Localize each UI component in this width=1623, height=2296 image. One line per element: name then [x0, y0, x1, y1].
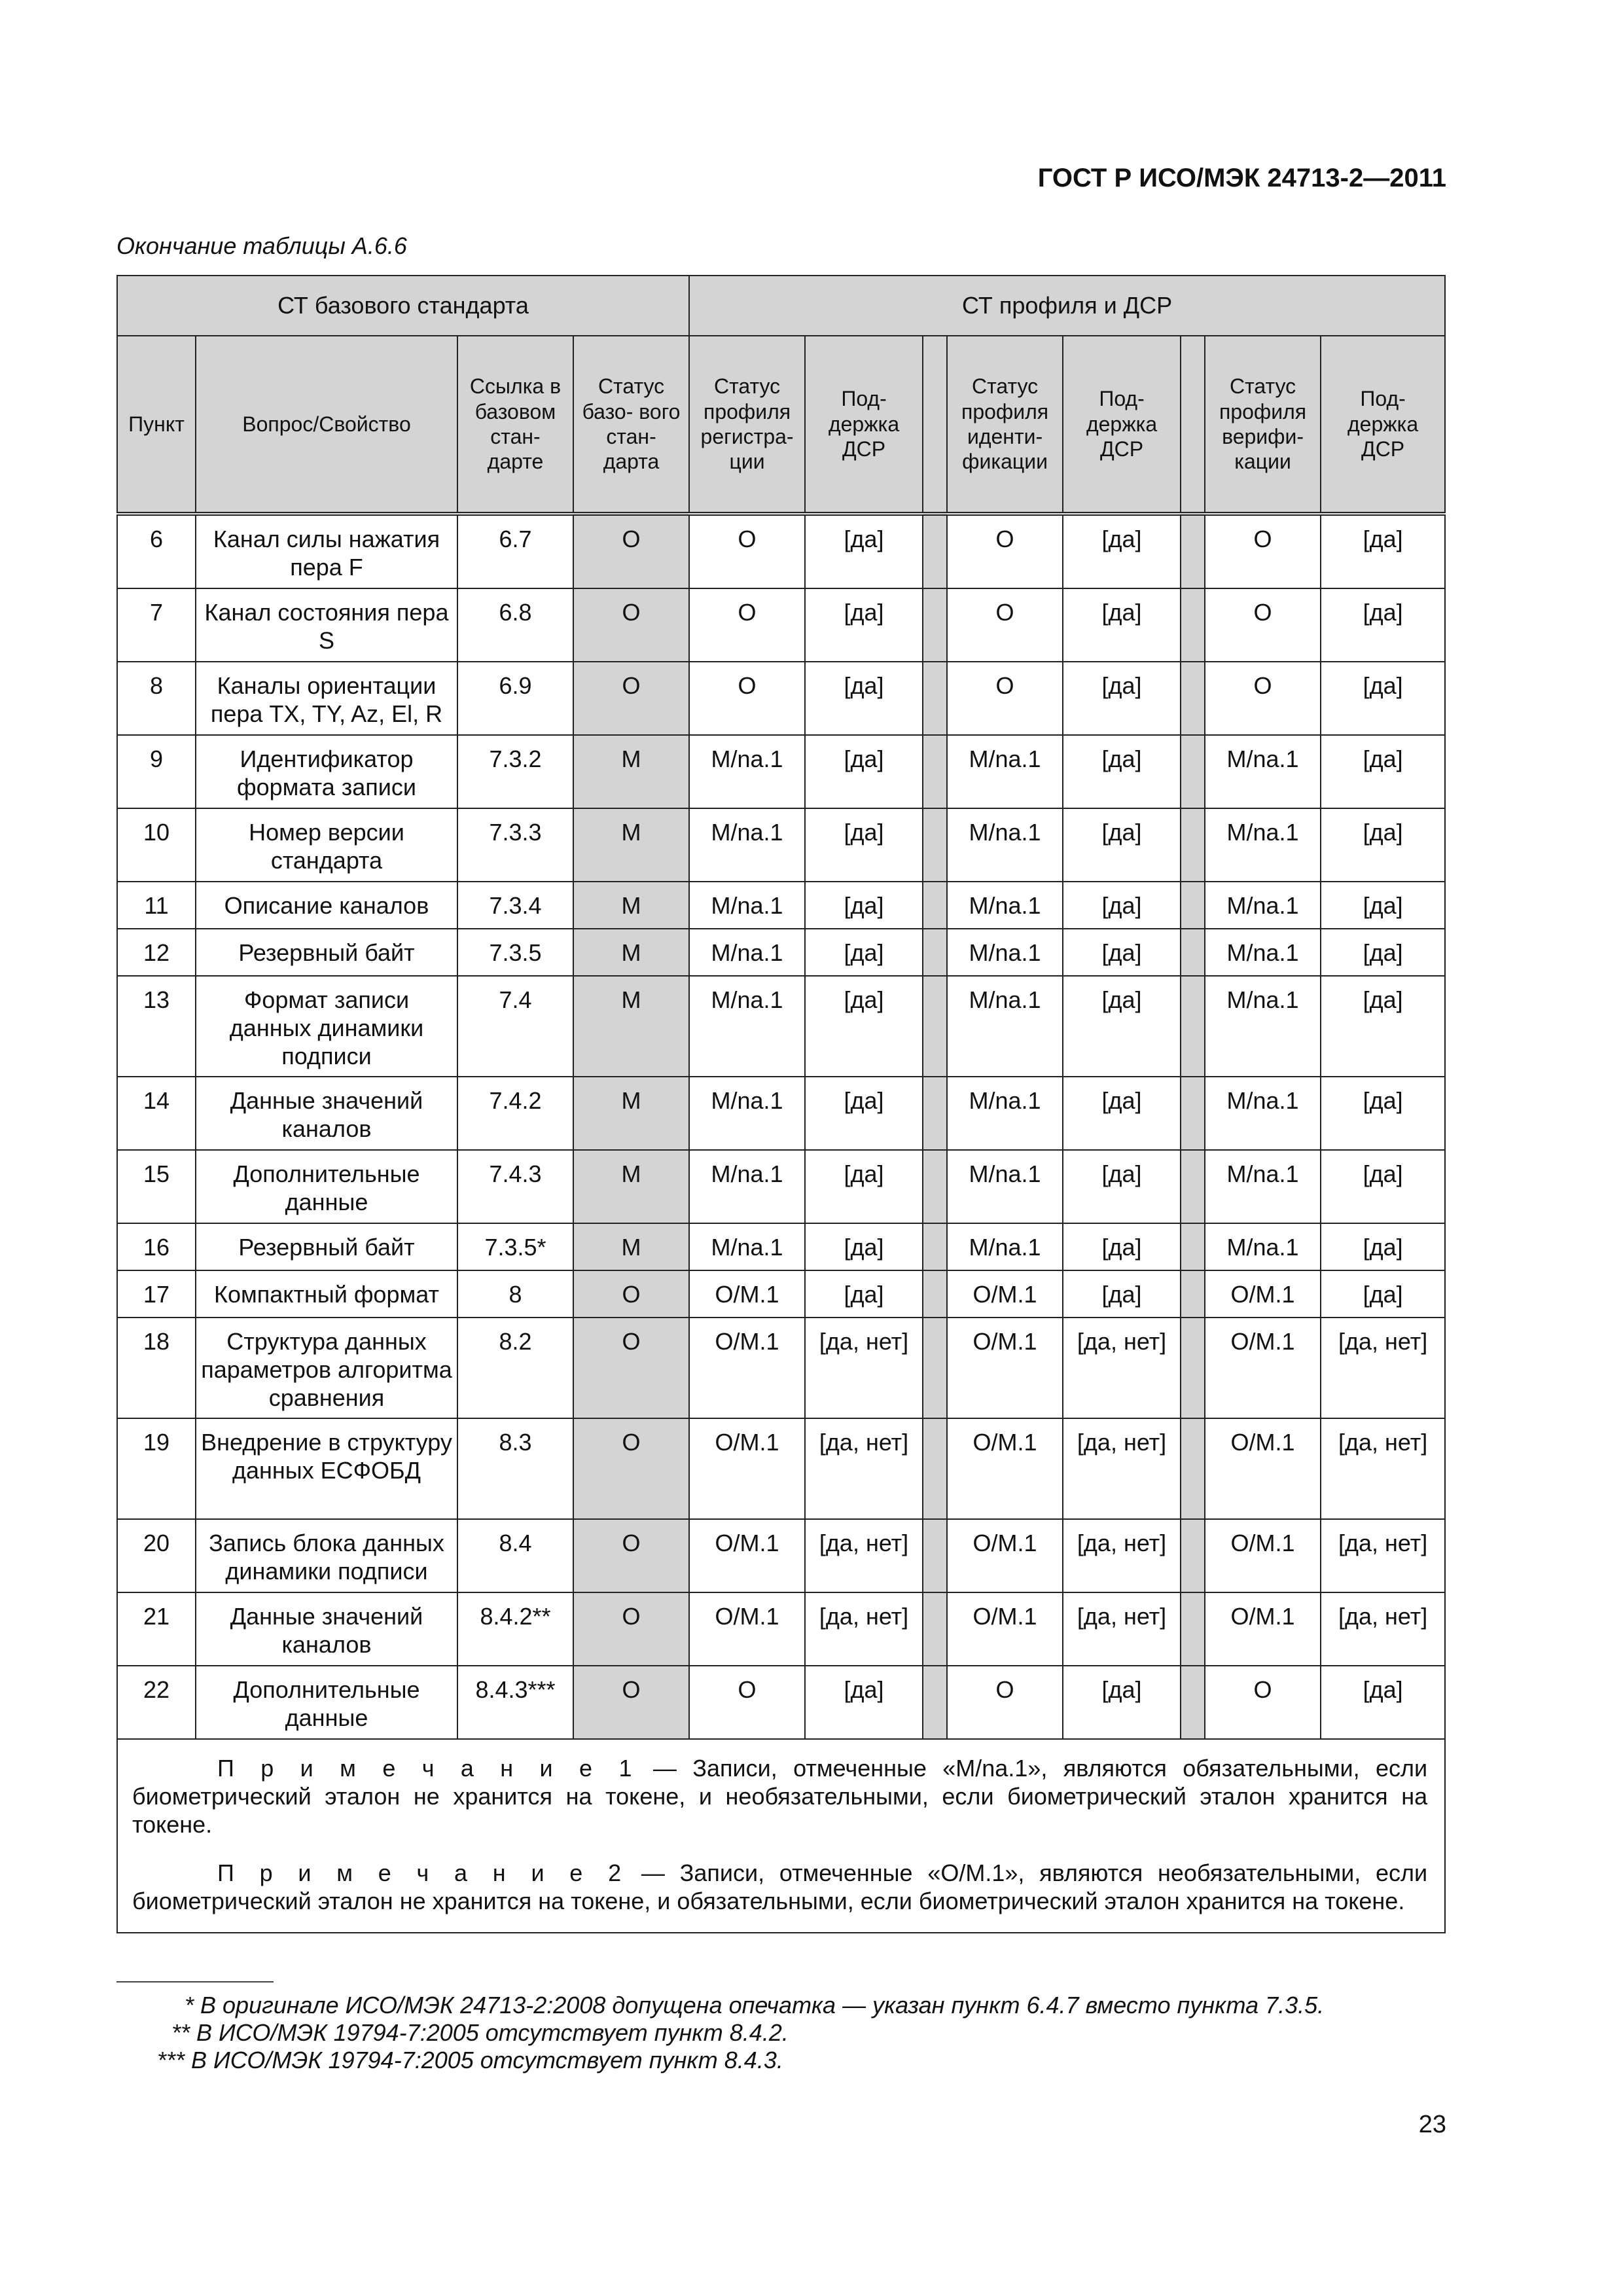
cell-gap: [1181, 1223, 1205, 1270]
cell-id-status: O: [947, 514, 1063, 588]
cell-ver-status: O/M.1: [1205, 1418, 1321, 1519]
cell-id-status: O/M.1: [947, 1318, 1063, 1418]
cell-id-status: O/M.1: [947, 1519, 1063, 1592]
table-row: [117, 662, 1445, 735]
group-header-profile: СТ профиля и ДСР: [689, 276, 1445, 336]
cell-ver-support: [да]: [1321, 1223, 1445, 1270]
cell-ver-status: O/M.1: [1205, 1519, 1321, 1592]
cell-question: Внедрение в структуру данных ЕСФОБД: [196, 1418, 457, 1519]
cell-item: 19: [117, 1418, 196, 1519]
cell-ver-support: [да]: [1321, 929, 1445, 976]
table-row: [117, 929, 1445, 976]
cell-ver-support: [да]: [1321, 1150, 1445, 1223]
col-ver-support: Под- держка ДСР: [1321, 336, 1445, 514]
cell-ref: 7.3.3: [457, 808, 573, 882]
col-gap: [1181, 336, 1205, 514]
cell-base-status: M: [573, 1223, 689, 1270]
cell-ref: 7.3.4: [457, 882, 573, 929]
cell-gap: [1181, 514, 1205, 588]
cell-question: Резервный байт: [196, 929, 457, 976]
cell-ref: 7.3.5*: [457, 1223, 573, 1270]
cell-ver-support: [да]: [1321, 1270, 1445, 1318]
cell-gap: [923, 808, 947, 882]
cell-gap: [1181, 1270, 1205, 1318]
col-ver-status: Статус профиля верифи- кации: [1205, 336, 1321, 514]
cell-id-support: [да, нет]: [1063, 1519, 1181, 1592]
table-row: [117, 1318, 1445, 1418]
cell-id-status: O/M.1: [947, 1418, 1063, 1519]
cell-gap: [923, 1519, 947, 1592]
cell-item: 10: [117, 808, 196, 882]
cell-id-status: O/M.1: [947, 1592, 1063, 1666]
cell-gap: [923, 1666, 947, 1739]
cell-id-status: M/na.1: [947, 1150, 1063, 1223]
cell-reg-status: M/na.1: [689, 808, 805, 882]
cell-gap: [923, 588, 947, 662]
cell-gap: [1181, 588, 1205, 662]
cell-gap: [923, 735, 947, 808]
cell-gap: [1181, 1150, 1205, 1223]
cell-id-status: M/na.1: [947, 1077, 1063, 1150]
cell-gap: [923, 1592, 947, 1666]
cell-reg-support: [да]: [805, 808, 923, 882]
cell-id-support: [да, нет]: [1063, 1418, 1181, 1519]
cell-ver-status: O: [1205, 1666, 1321, 1739]
col-question: Вопрос/Свойство: [196, 336, 457, 514]
cell-ver-support: [да, нет]: [1321, 1318, 1445, 1418]
cell-gap: [923, 514, 947, 588]
cell-reg-status: O: [689, 662, 805, 735]
cell-base-status: M: [573, 735, 689, 808]
cell-base-status: M: [573, 976, 689, 1077]
cell-item: 7: [117, 588, 196, 662]
cell-id-status: M/na.1: [947, 929, 1063, 976]
cell-base-status: O: [573, 514, 689, 588]
table-row: [117, 1270, 1445, 1318]
cell-ver-support: [да, нет]: [1321, 1519, 1445, 1592]
table-row: [117, 1077, 1445, 1150]
cell-id-support: [да]: [1063, 735, 1181, 808]
cell-id-support: [да, нет]: [1063, 1592, 1181, 1666]
cell-ver-status: M/na.1: [1205, 882, 1321, 929]
cell-reg-support: [да]: [805, 1077, 923, 1150]
table-row: [117, 976, 1445, 1077]
cell-reg-support: [да]: [805, 735, 923, 808]
cell-ref: 6.8: [457, 588, 573, 662]
cell-ver-support: [да, нет]: [1321, 1592, 1445, 1666]
cell-reg-status: O/M.1: [689, 1418, 805, 1519]
cell-reg-status: M/na.1: [689, 1223, 805, 1270]
cell-id-support: [да]: [1063, 1150, 1181, 1223]
cell-reg-status: O: [689, 588, 805, 662]
cell-question: Канал силы нажатия пера F: [196, 514, 457, 588]
cell-reg-status: O: [689, 514, 805, 588]
cell-question: Компактный формат: [196, 1270, 457, 1318]
cell-gap: [1181, 976, 1205, 1077]
cell-id-support: [да]: [1063, 808, 1181, 882]
note-1: [132, 1754, 1427, 1839]
cell-ver-status: O/M.1: [1205, 1318, 1321, 1418]
cell-reg-support: [да]: [805, 929, 923, 976]
cell-id-support: [да]: [1063, 514, 1181, 588]
cell-base-status: O: [573, 1666, 689, 1739]
cell-base-status: M: [573, 882, 689, 929]
cell-gap: [923, 976, 947, 1077]
footnote-1: * В оригинале ИСО/МЭК 24713-2:2008 допущена опечатка — указан пункт 6.4.7 вместо пункта 7.3.5.: [185, 1992, 1325, 2018]
cell-base-status: M: [573, 929, 689, 976]
cell-item: 9: [117, 735, 196, 808]
cell-gap: [1181, 808, 1205, 882]
cell-ref: 7.4: [457, 976, 573, 1077]
cell-id-status: M/na.1: [947, 976, 1063, 1077]
cell-id-support: [да, нет]: [1063, 1318, 1181, 1418]
cell-gap: [1181, 1519, 1205, 1592]
cell-id-status: O: [947, 662, 1063, 735]
cell-ver-support: [да]: [1321, 1077, 1445, 1150]
cell-ver-status: M/na.1: [1205, 1077, 1321, 1150]
cell-ver-status: M/na.1: [1205, 808, 1321, 882]
col-id-status: Статус профиля иденти- фикации: [947, 336, 1063, 514]
group-header-row: [117, 276, 1445, 336]
cell-base-status: O: [573, 588, 689, 662]
cell-ref: 8.4.2**: [457, 1592, 573, 1666]
cell-ver-status: M/na.1: [1205, 976, 1321, 1077]
cell-base-status: O: [573, 1519, 689, 1592]
cell-reg-support: [да]: [805, 976, 923, 1077]
cell-reg-support: [да]: [805, 1150, 923, 1223]
cell-question: Формат записи данных динамики подписи: [196, 976, 457, 1077]
cell-ver-status: M/na.1: [1205, 929, 1321, 976]
cell-id-status: O: [947, 1666, 1063, 1739]
cell-id-support: [да]: [1063, 1666, 1181, 1739]
cell-id-status: M/na.1: [947, 808, 1063, 882]
cell-id-status: M/na.1: [947, 1223, 1063, 1270]
cell-ver-status: O/M.1: [1205, 1592, 1321, 1666]
cell-id-status: O/M.1: [947, 1270, 1063, 1318]
cell-id-support: [да]: [1063, 662, 1181, 735]
cell-item: 20: [117, 1519, 196, 1592]
cell-item: 13: [117, 976, 196, 1077]
note-2: [132, 1859, 1427, 1915]
table-notes: [117, 1739, 1445, 1933]
cell-ref: 6.9: [457, 662, 573, 735]
cell-gap: [923, 1418, 947, 1519]
cell-reg-status: M/na.1: [689, 882, 805, 929]
cell-gap: [923, 662, 947, 735]
cell-reg-support: [да]: [805, 514, 923, 588]
cell-reg-status: O/M.1: [689, 1592, 805, 1666]
note-label: П р и м е ч а н и е 2: [217, 1859, 627, 1886]
table-row: [117, 1150, 1445, 1223]
note-label: П р и м е ч а н и е 1: [217, 1755, 637, 1782]
cell-item: 8: [117, 662, 196, 735]
cell-reg-support: [да]: [805, 662, 923, 735]
column-header-row: [117, 336, 1445, 514]
col-reg-status: Статус профиля регистра- ции: [689, 336, 805, 514]
cell-id-status: O: [947, 588, 1063, 662]
cell-base-status: M: [573, 1150, 689, 1223]
cell-ver-support: [да]: [1321, 976, 1445, 1077]
cell-ver-support: [да]: [1321, 662, 1445, 735]
cell-gap: [1181, 929, 1205, 976]
cell-base-status: O: [573, 1318, 689, 1418]
cell-reg-status: M/na.1: [689, 735, 805, 808]
table-row: [117, 1592, 1445, 1666]
cell-ref: 7.3.2: [457, 735, 573, 808]
col-item: Пункт: [117, 336, 196, 514]
cell-reg-status: M/na.1: [689, 1077, 805, 1150]
table-row: [117, 588, 1445, 662]
cell-reg-support: [да]: [805, 1270, 923, 1318]
cell-gap: [923, 929, 947, 976]
cell-reg-support: [да]: [805, 588, 923, 662]
table-row: [117, 514, 1445, 588]
table-row: [117, 1223, 1445, 1270]
cell-gap: [923, 1150, 947, 1223]
cell-item: 6: [117, 514, 196, 588]
cell-item: 18: [117, 1318, 196, 1418]
cell-question: Номер версии стандарта: [196, 808, 457, 882]
cell-item: 11: [117, 882, 196, 929]
cell-base-status: M: [573, 1077, 689, 1150]
cell-base-status: O: [573, 1418, 689, 1519]
notes-row: [117, 1739, 1445, 1933]
cell-gap: [923, 882, 947, 929]
cell-reg-support: [да, нет]: [805, 1418, 923, 1519]
cell-reg-status: M/na.1: [689, 976, 805, 1077]
cell-question: Каналы ориентации пера TX, TY, Az, El, R: [196, 662, 457, 735]
col-reg-support: Под- держка ДСР: [805, 336, 923, 514]
cell-reg-support: [да, нет]: [805, 1318, 923, 1418]
cell-gap: [1181, 1318, 1205, 1418]
cell-id-support: [да]: [1063, 1223, 1181, 1270]
note-text: — Записи, отмеченные «O/M.1», являются необязательными, если биометрический эталон не хранится на токене, и обязательными, если биометрический эталон хранится на токене.: [132, 1859, 1428, 1914]
cell-question: Идентификатор формата записи: [196, 735, 457, 808]
cell-gap: [1181, 1666, 1205, 1739]
cell-item: 12: [117, 929, 196, 976]
cell-reg-support: [да]: [805, 882, 923, 929]
cell-ref: 8.2: [457, 1318, 573, 1418]
cell-question: Дополнительные данные: [196, 1150, 457, 1223]
cell-question: Канал состояния пера S: [196, 588, 457, 662]
col-base-status: Статус базо- вого стан- дарта: [573, 336, 689, 514]
cell-reg-status: M/na.1: [689, 929, 805, 976]
cell-id-support: [да]: [1063, 1077, 1181, 1150]
document-title: ГОСТ Р ИСО/МЭК 24713-2—2011: [1037, 164, 1446, 192]
cell-question: Запись блока данных динамики подписи: [196, 1519, 457, 1592]
cell-reg-status: O: [689, 1666, 805, 1739]
note-text: — Записи, отмеченные «M/na.1», являются обязательными, если биометрический эталон не хранится на токене, и необязательными, если биометрический эталон хранится на токене.: [132, 1755, 1428, 1839]
cell-id-status: M/na.1: [947, 735, 1063, 808]
cell-ver-support: [да]: [1321, 735, 1445, 808]
cell-ref: 8.4.3***: [457, 1666, 573, 1739]
table-row: [117, 808, 1445, 882]
cell-gap: [1181, 882, 1205, 929]
cell-ref: 7.4.2: [457, 1077, 573, 1150]
col-gap: [923, 336, 947, 514]
cell-gap: [1181, 1077, 1205, 1150]
cell-base-status: O: [573, 662, 689, 735]
table-row: [117, 1666, 1445, 1739]
cell-item: 14: [117, 1077, 196, 1150]
footnote-separator: [116, 1981, 274, 1982]
cell-ver-status: O: [1205, 514, 1321, 588]
cell-ver-status: M/na.1: [1205, 1223, 1321, 1270]
footnote-2: ** В ИСО/МЭК 19794-7:2005 отсутствует пункт 8.4.2.: [171, 2019, 789, 2046]
cell-gap: [1181, 735, 1205, 808]
cell-ver-support: [да]: [1321, 808, 1445, 882]
requirements-table: [116, 275, 1446, 1933]
cell-item: 17: [117, 1270, 196, 1318]
cell-reg-support: [да, нет]: [805, 1519, 923, 1592]
cell-gap: [923, 1223, 947, 1270]
cell-ver-status: O/M.1: [1205, 1270, 1321, 1318]
cell-gap: [923, 1270, 947, 1318]
col-id-support: Под- держка ДСР: [1063, 336, 1181, 514]
cell-gap: [1181, 1418, 1205, 1519]
cell-reg-support: [да]: [805, 1666, 923, 1739]
cell-id-support: [да]: [1063, 588, 1181, 662]
cell-ref: 8: [457, 1270, 573, 1318]
cell-ref: 7.4.3: [457, 1150, 573, 1223]
cell-ref: 7.3.5: [457, 929, 573, 976]
cell-reg-support: [да]: [805, 1223, 923, 1270]
cell-id-support: [да]: [1063, 929, 1181, 976]
footnote-3: *** В ИСО/МЭК 19794-7:2005 отсутствует пункт 8.4.3.: [157, 2047, 783, 2073]
cell-ver-support: [да]: [1321, 882, 1445, 929]
cell-question: Данные значений каналов: [196, 1077, 457, 1150]
cell-question: Описание каналов: [196, 882, 457, 929]
table-row: [117, 882, 1445, 929]
cell-item: 21: [117, 1592, 196, 1666]
cell-item: 22: [117, 1666, 196, 1739]
cell-reg-support: [да, нет]: [805, 1592, 923, 1666]
cell-reg-status: O/M.1: [689, 1270, 805, 1318]
cell-id-support: [да]: [1063, 976, 1181, 1077]
table-row: [117, 1519, 1445, 1592]
cell-question: Резервный байт: [196, 1223, 457, 1270]
cell-ver-support: [да, нет]: [1321, 1418, 1445, 1519]
col-ref: Ссылка в базовом стан- дарте: [457, 336, 573, 514]
cell-base-status: O: [573, 1270, 689, 1318]
cell-id-status: M/na.1: [947, 882, 1063, 929]
cell-id-support: [да]: [1063, 882, 1181, 929]
cell-reg-status: M/na.1: [689, 1150, 805, 1223]
cell-ref: 8.3: [457, 1418, 573, 1519]
cell-ver-status: O: [1205, 588, 1321, 662]
cell-ver-status: M/na.1: [1205, 1150, 1321, 1223]
cell-gap: [1181, 662, 1205, 735]
cell-gap: [923, 1077, 947, 1150]
cell-base-status: O: [573, 1592, 689, 1666]
group-header-base: СТ базового стандарта: [117, 276, 689, 336]
cell-ver-support: [да]: [1321, 588, 1445, 662]
cell-ver-status: M/na.1: [1205, 735, 1321, 808]
cell-ver-status: O: [1205, 662, 1321, 735]
cell-ref: 6.7: [457, 514, 573, 588]
cell-ref: 8.4: [457, 1519, 573, 1592]
cell-question: Данные значений каналов: [196, 1592, 457, 1666]
cell-reg-status: O/M.1: [689, 1519, 805, 1592]
page-number: 23: [1418, 2111, 1446, 2138]
table-row: [117, 1418, 1445, 1519]
cell-ver-support: [да]: [1321, 1666, 1445, 1739]
cell-item: 16: [117, 1223, 196, 1270]
cell-question: Структура данных параметров алгоритма сравнения: [196, 1318, 457, 1418]
table-caption: Окончание таблицы А.6.6: [116, 232, 407, 259]
cell-item: 15: [117, 1150, 196, 1223]
cell-gap: [923, 1318, 947, 1418]
table-row: [117, 735, 1445, 808]
cell-reg-status: O/M.1: [689, 1318, 805, 1418]
cell-question: Дополнительные данные: [196, 1666, 457, 1739]
cell-gap: [1181, 1592, 1205, 1666]
cell-id-support: [да]: [1063, 1270, 1181, 1318]
cell-base-status: M: [573, 808, 689, 882]
cell-ver-support: [да]: [1321, 514, 1445, 588]
